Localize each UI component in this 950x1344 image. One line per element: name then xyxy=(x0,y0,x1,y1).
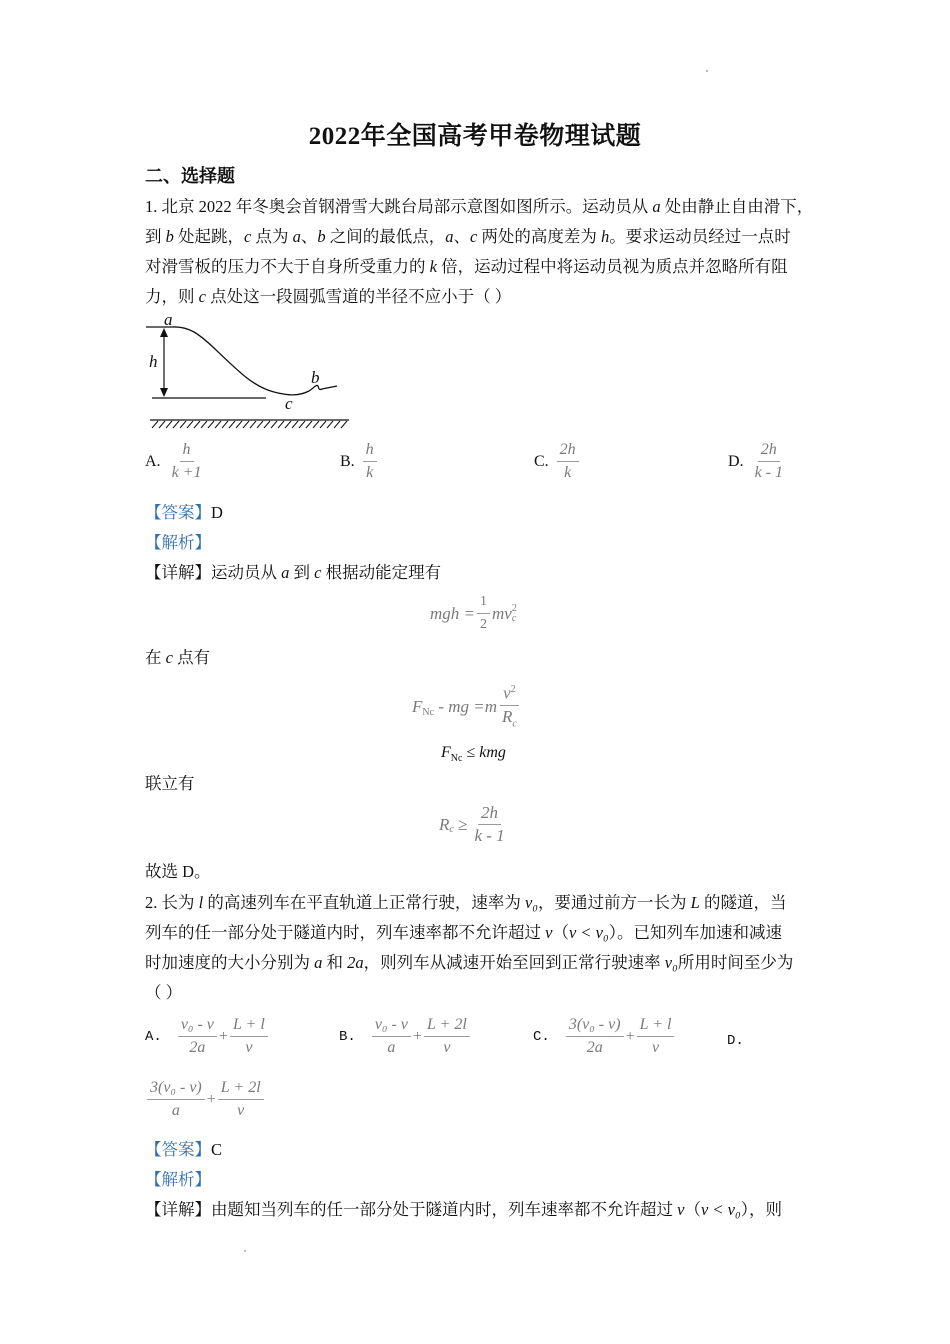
q1-analysis-tag: 【解析】 xyxy=(145,533,211,552)
q2-option-d-label[interactable]: D. xyxy=(727,1033,744,1049)
q2-option-c[interactable]: C. $\frac{\text{3(v₀ - v)}}{2a}$ + $\frac{L + l}{v}$ xyxy=(533,1015,676,1058)
q2-answer: 【答案】C xyxy=(145,1140,223,1159)
q1-line-4: 力，则 c 点处这一段圆弧雪道的半径不应小于（ ） xyxy=(145,287,512,306)
label-c: c xyxy=(285,394,293,413)
q1-line-3: 对滑雪板的压力不大于自身所受重力的 k 倍，运动过程中将运动员视为质点并忽略所有阻 xyxy=(145,257,788,276)
q1-at-c: 在 c 点有 xyxy=(145,648,211,667)
q2-line-3: 时加速度的大小分别为 a 和 2a，则列车从减速开始至回到正常行驶速率 v₀所用时间至少为 xyxy=(145,953,794,972)
q1-option-b[interactable]: B. $\frac{h}{k}$ xyxy=(340,440,379,483)
page-title: 2022年全国高考甲卷物理试题 xyxy=(308,123,642,150)
q2-option-d[interactable]: $\frac{\text{3(v₀ - v)}}{a}$ + $\frac{L + 2l}{v}$ xyxy=(145,1078,266,1121)
q1-answer: 【答案】D xyxy=(145,503,223,522)
page-mark-bottom xyxy=(244,1250,246,1252)
q2-line-1: 2. 长为 l 的高速列车在平直轨道上正常行驶，速率为 v₀，要通过前方一长为 L 的隧道，当 xyxy=(145,893,787,912)
q2-line-4: （ ） xyxy=(145,983,183,1002)
equation-energy: mgh = $\frac{1}{2}$ mv 2 c xyxy=(430,594,517,632)
equation-newton: F $_{Nc}$ - mg =m $\frac{v^2}{R_c}$ xyxy=(412,680,522,734)
q1-line-1: 1. 北京 2022 年冬奥会首钢滑雪大跳台局部示意图如图所示。运动员从 a 处由静止自由滑下， xyxy=(145,197,814,216)
q1-line-2: 到 b 处起跳，c 点为 a、b 之间的最低点，a、c 两处的高度差为 h。要求运动员经过一点时 xyxy=(145,227,791,246)
ski-jump-diagram xyxy=(144,312,354,430)
label-h: h xyxy=(149,352,158,371)
page-mark xyxy=(706,70,708,72)
section-heading: 二、选择题 xyxy=(145,166,235,186)
q1-option-c[interactable]: C. $\frac{2h}{k}$ xyxy=(534,440,581,483)
label-a: a xyxy=(164,310,173,329)
q2-detail: 【详解】由题知当列车的任一部分处于隧道内时，列车速率都不允许超过 v（v < v₀），则 xyxy=(145,1200,782,1219)
q1-detail-intro: 【详解】运动员从 a 到 c 根据动能定理有 xyxy=(145,563,442,582)
q2-option-a[interactable]: A. $\frac{\text{v₀ - v}}{2a}$ + $\frac{L + l}{v}$ xyxy=(145,1015,270,1058)
label-b: b xyxy=(311,368,320,387)
q1-option-a[interactable]: A. $\frac{h}{k +1}$ xyxy=(145,441,202,481)
q1-combine: 联立有 xyxy=(145,774,195,793)
q2-line-2: 列车的任一部分处于隧道内时，列车速率都不允许超过 v（v < v₀）。已知列车加速和减速 xyxy=(145,923,782,942)
q1-option-d[interactable]: D. $\frac{2h}{k - 1}$ xyxy=(728,441,783,481)
q2-option-b[interactable]: B. $\frac{\text{v₀ - v}}{a}$ + $\frac{L + 2l}{v}$ xyxy=(339,1015,472,1058)
q1-conclusion: 故选 D。 xyxy=(145,862,211,881)
equation-result: R $_c$ ≥ $\frac{2h}{k - 1}$ xyxy=(439,803,505,845)
equation-constraint: $F_{Nc}$ ≤ kmg xyxy=(441,744,506,765)
q2-analysis-tag: 【解析】 xyxy=(145,1170,211,1189)
